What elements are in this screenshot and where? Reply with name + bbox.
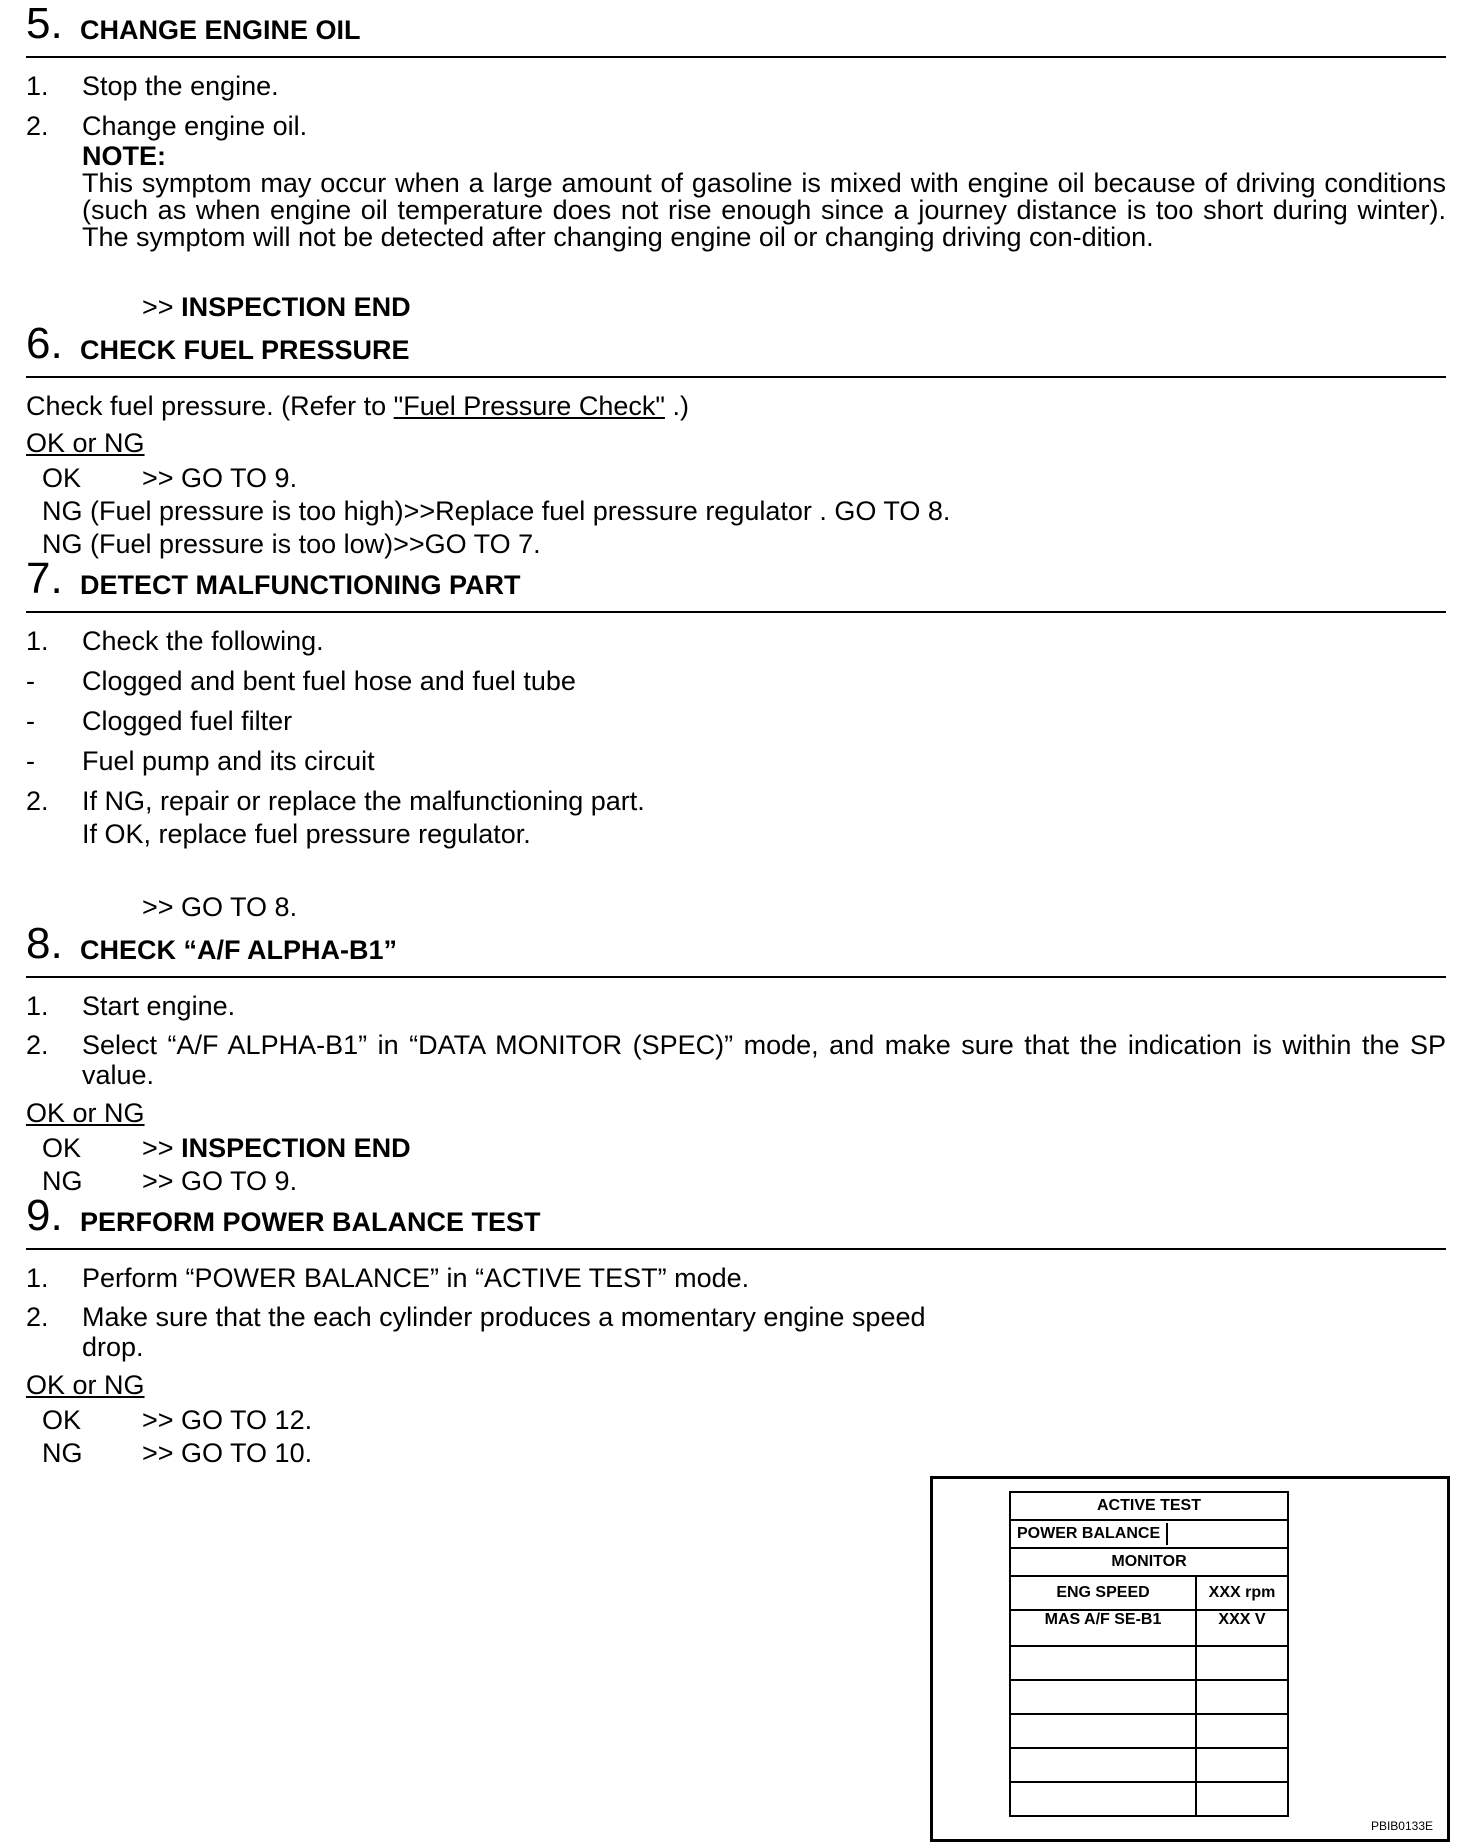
result-line	[26, 1132, 1446, 1165]
result-key: NG	[42, 1166, 83, 1196]
result-value: NG (Fuel pressure is too low)>>GO TO 7.	[42, 529, 541, 559]
list-text: Clogged fuel filter	[82, 706, 293, 736]
step-9-header	[26, 1191, 1446, 1250]
list-item	[26, 745, 1446, 778]
list-item	[26, 1302, 926, 1362]
note-text: This symptom may occur when a large amount of gasoline is mixed with engine oil because of driving conditions (such as when engine oil temperature does not rise enough since a journey distance is too short during winter). The symptom will not be detected after changing engine oil or changing driving con-dition.	[82, 168, 1446, 252]
check-line	[26, 390, 1446, 423]
result-value: NG (Fuel pressure is too high)>>Replace fuel pressure regulator . GO TO 8.	[42, 496, 951, 526]
active-test-screen-diagram	[930, 1476, 1450, 1842]
result-line	[26, 462, 1446, 495]
goto-line: >> GO TO 8.	[142, 892, 298, 922]
figure-code: PBIB0133E	[1370, 1819, 1433, 1833]
list-item	[26, 705, 1446, 738]
result-value: >> GO TO 9.	[142, 463, 298, 493]
step-title: CHECK “A/F ALPHA-B1”	[80, 935, 397, 965]
result-value: >> GO TO 10.	[142, 1438, 313, 1468]
step-number: 7.	[26, 554, 63, 603]
end-prefix: >>	[142, 292, 174, 322]
end-label: INSPECTION END	[181, 292, 411, 322]
step-number: 8.	[26, 919, 63, 968]
note-label: NOTE:	[82, 141, 166, 171]
list-item	[26, 625, 1446, 658]
check-text-end: .)	[672, 391, 689, 421]
monitor-value: XXX V	[1196, 1610, 1288, 1646]
list-text: Stop the engine.	[82, 71, 279, 101]
step-number: 6.	[26, 319, 63, 368]
list-item	[26, 110, 1446, 143]
fuel-pressure-check-link[interactable]: "Fuel Pressure Check"	[393, 391, 665, 421]
step-9-body	[26, 1262, 926, 1470]
result-line	[26, 1165, 1446, 1198]
list-marker: 2.	[26, 786, 49, 816]
inspection-end	[26, 291, 1446, 324]
power-balance-row	[1010, 1520, 1288, 1548]
list-text: Change engine oil.	[82, 111, 308, 141]
monitor-value	[1196, 1714, 1288, 1748]
list-marker: 2.	[26, 1302, 49, 1332]
list-text: Select “A/F ALPHA-B1” in “DATA MONITOR (SPEC)” mode, and make sure that the indication is within the SP value.	[82, 1030, 1446, 1090]
ok-or-ng-label: OK or NG	[26, 428, 145, 458]
result-key: OK	[42, 1133, 82, 1163]
list-text: Perform “POWER BALANCE” in “ACTIVE TEST” mode.	[82, 1263, 750, 1293]
list-text: If NG, repair or replace the malfunctioning part.	[82, 786, 645, 816]
monitor-value	[1196, 1748, 1288, 1782]
list-item	[26, 70, 1446, 103]
list-marker: 2.	[26, 111, 49, 141]
result-line	[26, 1437, 926, 1470]
step-5-header	[26, 0, 1446, 58]
list-marker: -	[26, 746, 35, 776]
monitor-label: MAS A/F SE-B1	[1010, 1610, 1196, 1646]
monitor-value	[1196, 1782, 1288, 1816]
result-key: OK	[42, 1405, 82, 1435]
result-line	[26, 528, 1446, 561]
result-prefix: >>	[142, 1133, 174, 1163]
result-line	[26, 495, 1446, 528]
monitor-label	[1010, 1714, 1196, 1748]
step-6-header	[26, 319, 1446, 378]
step-7-header	[26, 554, 1446, 613]
monitor-value: XXX rpm	[1196, 1576, 1288, 1610]
monitor-label	[1010, 1748, 1196, 1782]
active-test-table	[1009, 1491, 1289, 1817]
monitor-header: MONITOR	[1010, 1548, 1288, 1576]
monitor-value	[1196, 1646, 1288, 1680]
active-test-header: ACTIVE TEST	[1010, 1492, 1288, 1520]
power-balance-label: POWER BALANCE	[1011, 1523, 1168, 1545]
list-text: Check the following.	[82, 626, 324, 656]
result-line	[26, 1404, 926, 1437]
check-text: Check fuel pressure. (Refer to	[26, 391, 387, 421]
step-title: CHECK FUEL PRESSURE	[80, 335, 410, 365]
note-block	[26, 143, 1446, 251]
list-marker: 1.	[26, 1263, 49, 1293]
list-item	[26, 785, 1446, 851]
ok-or-ng-label: OK or NG	[26, 1370, 145, 1400]
list-marker: 2.	[26, 1030, 49, 1060]
monitor-value	[1196, 1680, 1288, 1714]
result-value: INSPECTION END	[181, 1133, 411, 1163]
step-title: DETECT MALFUNCTIONING PART	[80, 570, 521, 600]
list-marker: -	[26, 706, 35, 736]
list-marker: 1.	[26, 991, 49, 1021]
monitor-label: ENG SPEED	[1010, 1576, 1196, 1610]
list-item	[26, 990, 1446, 1023]
list-marker: -	[26, 666, 35, 696]
list-item	[26, 665, 1446, 698]
list-text: Start engine.	[82, 991, 236, 1021]
list-text: Fuel pump and its circuit	[82, 746, 375, 776]
result-value: >> GO TO 12.	[142, 1405, 313, 1435]
list-item	[26, 1262, 926, 1295]
step-number: 9.	[26, 1191, 63, 1240]
list-marker: 1.	[26, 71, 49, 101]
step-8-header	[26, 919, 1446, 978]
list-marker: 1.	[26, 626, 49, 656]
step-number: 5.	[26, 0, 63, 48]
result-key: OK	[42, 463, 82, 493]
document-page	[26, 0, 1446, 1470]
list-text: Clogged and bent fuel hose and fuel tube	[82, 666, 576, 696]
result-key: NG	[42, 1438, 83, 1468]
step-title: PERFORM POWER BALANCE TEST	[80, 1207, 541, 1237]
step-title: CHANGE ENGINE OIL	[80, 15, 361, 45]
list-text: Make sure that the each cylinder produces a momentary engine speed drop.	[82, 1302, 926, 1362]
list-item	[26, 1030, 1446, 1090]
monitor-label	[1010, 1680, 1196, 1714]
list-text: If OK, replace fuel pressure regulator.	[82, 819, 531, 849]
monitor-label	[1010, 1646, 1196, 1680]
ok-or-ng-label: OK or NG	[26, 1098, 145, 1128]
result-value: >> GO TO 9.	[142, 1166, 298, 1196]
monitor-label	[1010, 1782, 1196, 1816]
